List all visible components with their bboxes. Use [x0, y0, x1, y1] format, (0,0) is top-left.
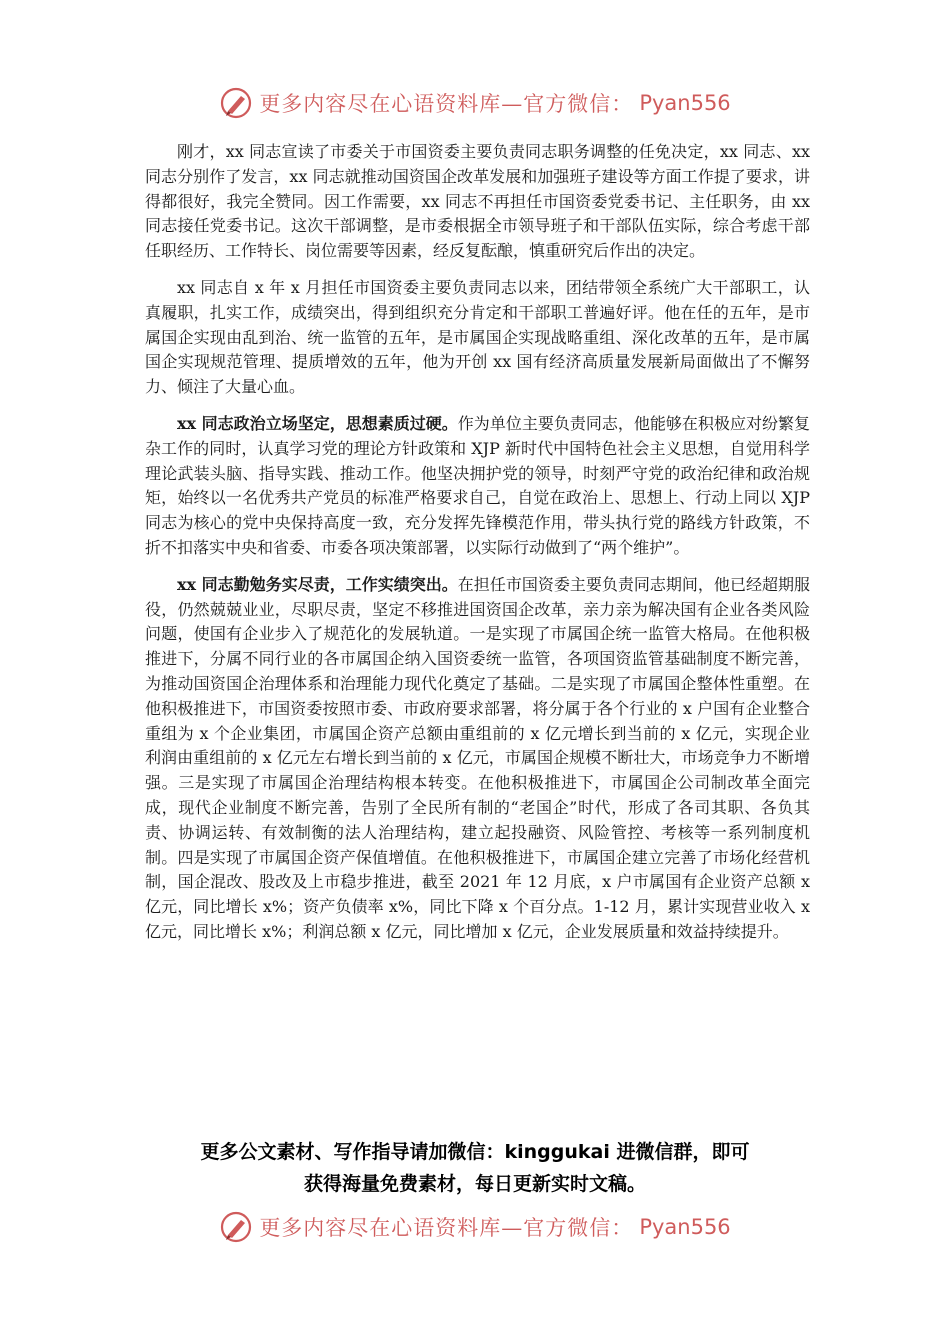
paragraph-4	[145, 573, 810, 945]
watermark-wechat-id: Pyan556	[639, 1215, 731, 1239]
watermark-text: 更多内容尽在心语资料库—官方微信：	[259, 92, 634, 116]
paragraph-text: xx 同志自 x 年 x 月担任市国资委主要负责同志以来，团结带领全系统广大干部职工，认真履职，扎实工作，成绩突出，得到组织充分肯定和干部职工普遍好评。他在任的五年，是市属国企实现由乱到治、统一监管的五年，是市属国企实现战略重组、深化改革的五年，是市属国企实现规范管理、提质增效的五年，他为开创 xx 国有经济高质量发展新局面做出了不懈努力、倾注了大量心血。	[145, 277, 810, 397]
paragraph-3	[145, 412, 810, 561]
paragraph-text: 作为单位主要负责同志，他能够在积极应对纷繁复杂工作的同时，认真学习党的理论方针政策和 XJP 新时代中国特色社会主义思想，自觉用科学理论武装头脑、指导实践、推动工作。他坚决拥护党的领导，时刻严守党的政治纪律和政治规矩，始终以一名优秀共产党员的标准严格要求自己，自觉在政治上、思想上、行动上同以 XJP 同志为核心的党中央保持高度一致，充分发挥先锋模范作用，带头执行党的路线方针政策，不折不扣落实中央和省委、市委各项决策部署，以实际行动做到了“两个维护”。	[145, 413, 810, 557]
paragraph-text: 在担任市国资委主要负责同志期间，他已经超期服役，仍然兢兢业业，尽职尽责，坚定不移推进国资国企改革，亲力亲为解决国有企业各类风险问题，使国有企业步入了规范化的发展轨道。一是实现了市属国企统一监管大格局。在他积极推进下，分属不同行业的各市属国企纳入国资委统一监管，各项国资监管基础制度不断完善，为推动国资国企治理体系和治理能力现代化奠定了基础。二是实现了市属国企整体性重塑。在他积极推进下，市国资委按照市委、市政府要求部署，将分属于各个行业的 x 户国有企业整合重组为 x 个企业集团，市属国企资产总额由重组前的 x 亿元增长到当前的 x 亿元，实现企业利润由重组前的 x 亿元左右增长到当前的 x 亿元，市属国企规模不断壮大，市场竞争力不断增强。三是实现了市属国企治理结构根本转变。在他积极推进下，市属国企公司制改革全面完成，现代企业制度不断完善，告别了全民所有制的“老国企”时代，形成了各司其职、各负其责、协调运转、有效制衡的法人治理结构，建立起投融资、风险管控、考核等一系列制度机制。四是实现了市属国企资产保值增值。在他积极推进下，市属国企建立完善了市场化经营机制，国企混改、股改及上市稳步推进，截至 2021 年 12 月底，x 户市属国有企业资产总额 x 亿元，同比增长 x%；资产负债率 x%，同比下降 x 个百分点。1-12 月，累计实现营业收入 x 亿元，同比增长 x%；利润总额 x 亿元，同比增加 x 亿元，企业发展质量和效益持续提升。	[145, 574, 810, 941]
paragraph-text: 刚才，xx 同志宣读了市委关于市国资委主要负责同志职务调整的任免决定，xx 同志、xx 同志分别作了发言，xx 同志就推动国资国企改革发展和加强班子建设等方面工作提了要求，讲得都很好，我完全赞同。因工作需要，xx 同志不再担任市国资委党委书记、主任职务，由 xx 同志接任党委书记。这次干部调整，是市委根据全市领导班子和干部队伍实际，综合考虑干部任职经历、工作特长、岗位需要等因素，经反复酝酿，慎重研究后作出的决定。	[145, 142, 810, 261]
paragraph-lead: xx 同志政治立场坚定，思想素质过硬。	[177, 413, 458, 433]
paragraph-2	[145, 276, 810, 400]
paragraph-1	[145, 140, 810, 264]
paragraph-lead: xx 同志勤勉务实尽责，工作实绩突出。	[177, 574, 458, 594]
promo-line-1: 更多公文素材、写作指导请加微信：kinggukai 进微信群，即可	[200, 1141, 750, 1163]
watermark-footer	[0, 1210, 950, 1244]
promo-note	[120, 1136, 830, 1200]
watermark-text: 更多内容尽在心语资料库—官方微信：	[259, 1216, 634, 1240]
watermark-header	[0, 86, 950, 120]
pen-logo-icon	[219, 1210, 253, 1244]
watermark-wechat-id: Pyan556	[639, 91, 731, 115]
document-body	[145, 140, 810, 957]
promo-line-2: 获得海量免费素材，每日更新实时文稿。	[303, 1173, 646, 1195]
pen-logo-icon	[219, 86, 253, 120]
